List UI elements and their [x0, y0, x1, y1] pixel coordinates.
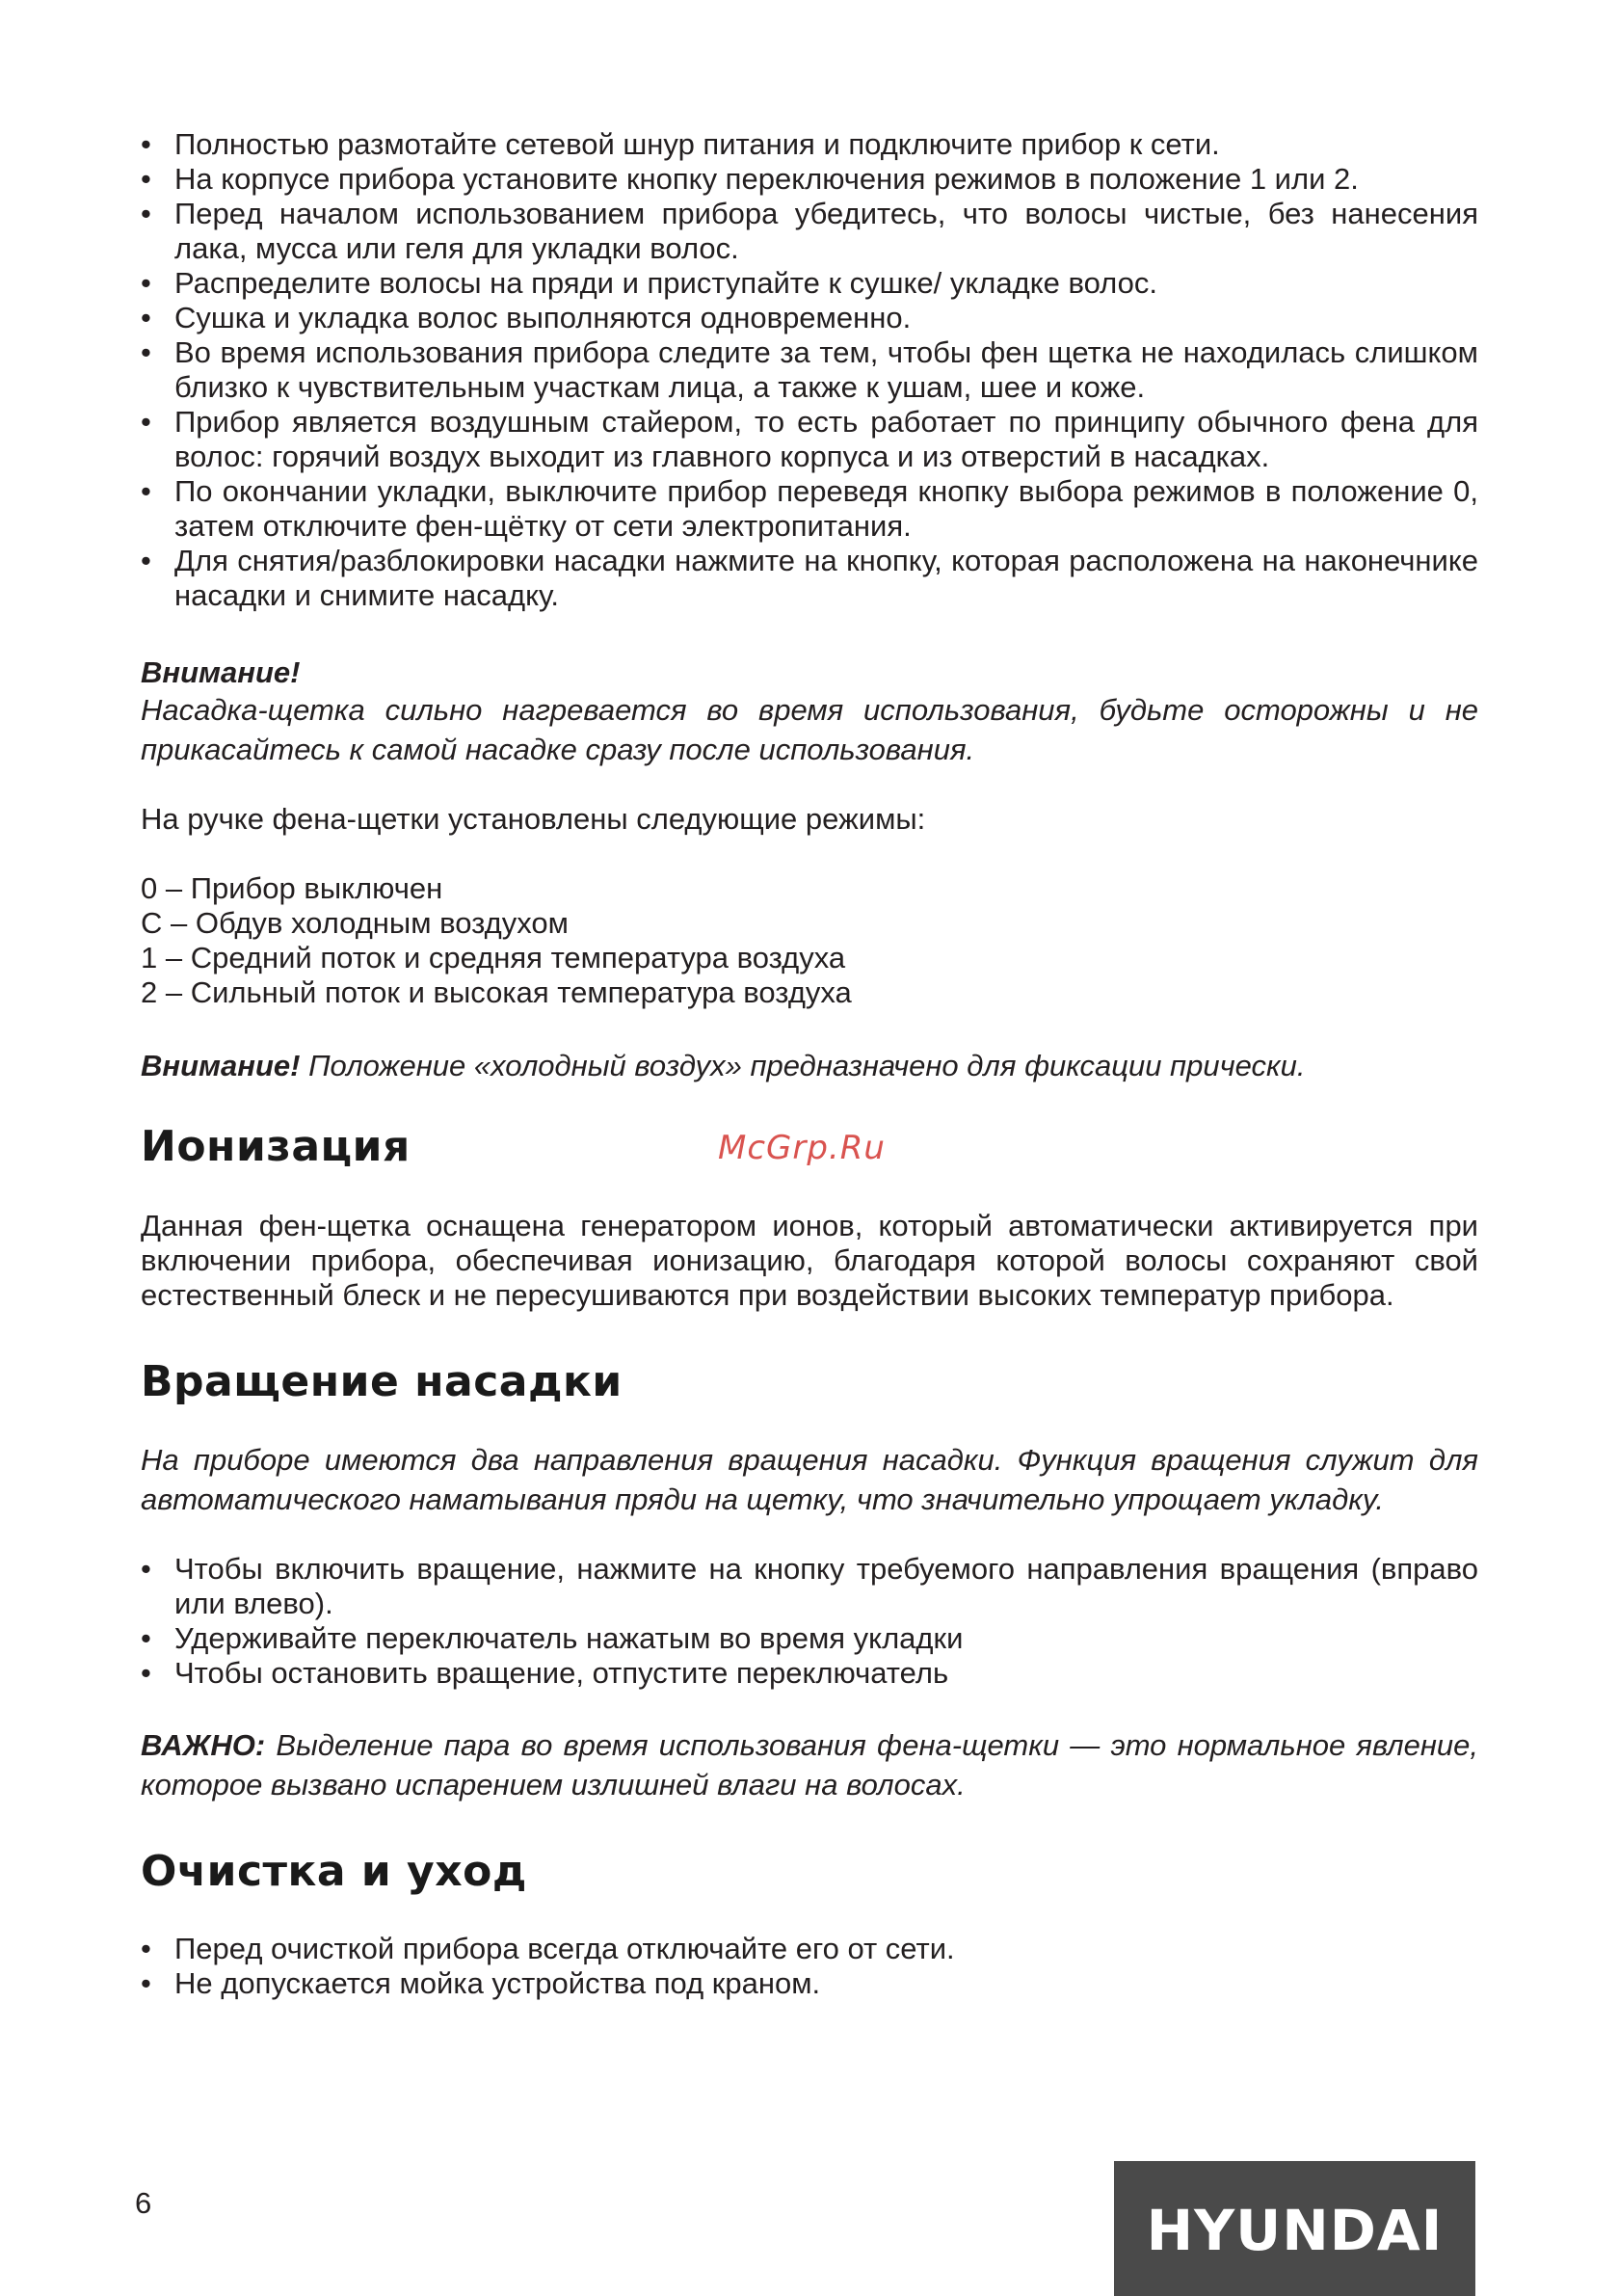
cleaning-list — [141, 1932, 1478, 2001]
list-item: • Во время использования прибора следите за тем, чтобы фен щетка не находилась слишком близко к чувствительным участкам лица, а также к ушам, шее и коже. — [141, 335, 1478, 405]
warning-label: Внимание! — [141, 655, 301, 689]
list-item: • Чтобы остановить вращение, отпустите переключатель — [141, 1656, 1478, 1691]
warning-block-cold-air — [141, 1049, 1478, 1083]
brand-logo — [1114, 2161, 1475, 2296]
list-item: • По окончании укладки, выключите прибор переведя кнопку выбора режимов в положение 0, затем отключите фен-щётку от сети электропитания. — [141, 474, 1478, 544]
list-item: • Распределите волосы на пряди и приступайте к сушке/ укладке волос. — [141, 266, 1478, 301]
list-item: • Перед очисткой прибора всегда отключайте его от сети. — [141, 1932, 1478, 1966]
rotation-list — [141, 1552, 1478, 1691]
warning-text: Насадка-щетка сильно нагревается во время использования, будьте осторожны и не прикасайтесь к самой насадке сразу после использования. — [141, 693, 1478, 766]
section-title-ionization: Ионизация — [141, 1122, 411, 1171]
list-item: • Не допускается мойка устройства под краном. — [141, 1966, 1478, 2001]
list-item: • Чтобы включить вращение, нажмите на кнопку требуемого направления вращения (вправо или влево). — [141, 1552, 1478, 1621]
section-title-cleaning: Очистка и уход — [141, 1847, 527, 1896]
warning-block-hot-brush — [141, 655, 1478, 769]
list-item: • Полностью размотайте сетевой шнур питания и подключите прибор к сети. — [141, 127, 1478, 162]
ionization-text: Данная фен-щетка оснащена генератором ионов, который автоматически активируется при включении прибора, обеспечивая ионизацию, благодаря которой волосы сохраняют свой естественный блеск и не пересушиваются при воздействии высоких температур прибора. — [141, 1209, 1478, 1312]
warning-label: Внимание! — [141, 1049, 301, 1082]
list-item: • Перед началом использованием прибора убедитесь, что волосы чистые, без нанесения лака, мусса или геля для укладки волос. — [141, 197, 1478, 266]
list-item: • Сушка и укладка волос выполняются одновременно. — [141, 301, 1478, 335]
important-text: Выделение пара во время использования фена-щетки — это нормальное явление, которое вызвано испарением излишней влаги на волосах. — [141, 1728, 1478, 1802]
warning-text: Положение «холодный воздух» предназначено для фиксации прически. — [308, 1049, 1306, 1082]
section-title-rotation: Вращение насадки — [141, 1357, 623, 1406]
mode-item: С – Обдув холодным воздухом — [141, 906, 569, 940]
list-item: • Для снятия/разблокировки насадки нажмите на кнопку, которая расположена на наконечнике насадки и снимите насадку. — [141, 544, 1478, 613]
list-item: • Удерживайте переключатель нажатым во время укладки — [141, 1621, 1478, 1656]
page-content — [141, 127, 1478, 2001]
page-number: 6 — [135, 2186, 152, 2220]
list-item: • На корпусе прибора установите кнопку переключения режимов в положение 1 или 2. — [141, 162, 1478, 197]
watermark: McGrp.Ru — [718, 1129, 886, 1167]
brand-logo-text: HYUNDAI — [1146, 2198, 1444, 2263]
usage-instructions-list — [141, 127, 1478, 613]
rotation-intro: На приборе имеются два направления вращения насадки. Функция вращения служит для автоматического наматывания пряди на щетку, что значительно упрощает укладку. — [141, 1443, 1478, 1516]
important-note — [141, 1725, 1478, 1804]
modes-intro: На ручке фена-щетки установлены следующие режимы: — [141, 802, 926, 836]
mode-item: 0 – Прибор выключен — [141, 871, 443, 905]
modes-list — [141, 871, 1478, 1010]
mode-item: 2 – Сильный поток и высокая температура воздуха — [141, 975, 852, 1009]
mode-item: 1 – Средний поток и средняя температура воздуха — [141, 941, 846, 974]
important-label: ВАЖНО: — [141, 1728, 266, 1762]
list-item: • Прибор является воздушным стайером, то есть работает по принципу обычного фена для волос: горячий воздух выходит из главного корпуса и из отверстий в насадках. — [141, 405, 1478, 474]
